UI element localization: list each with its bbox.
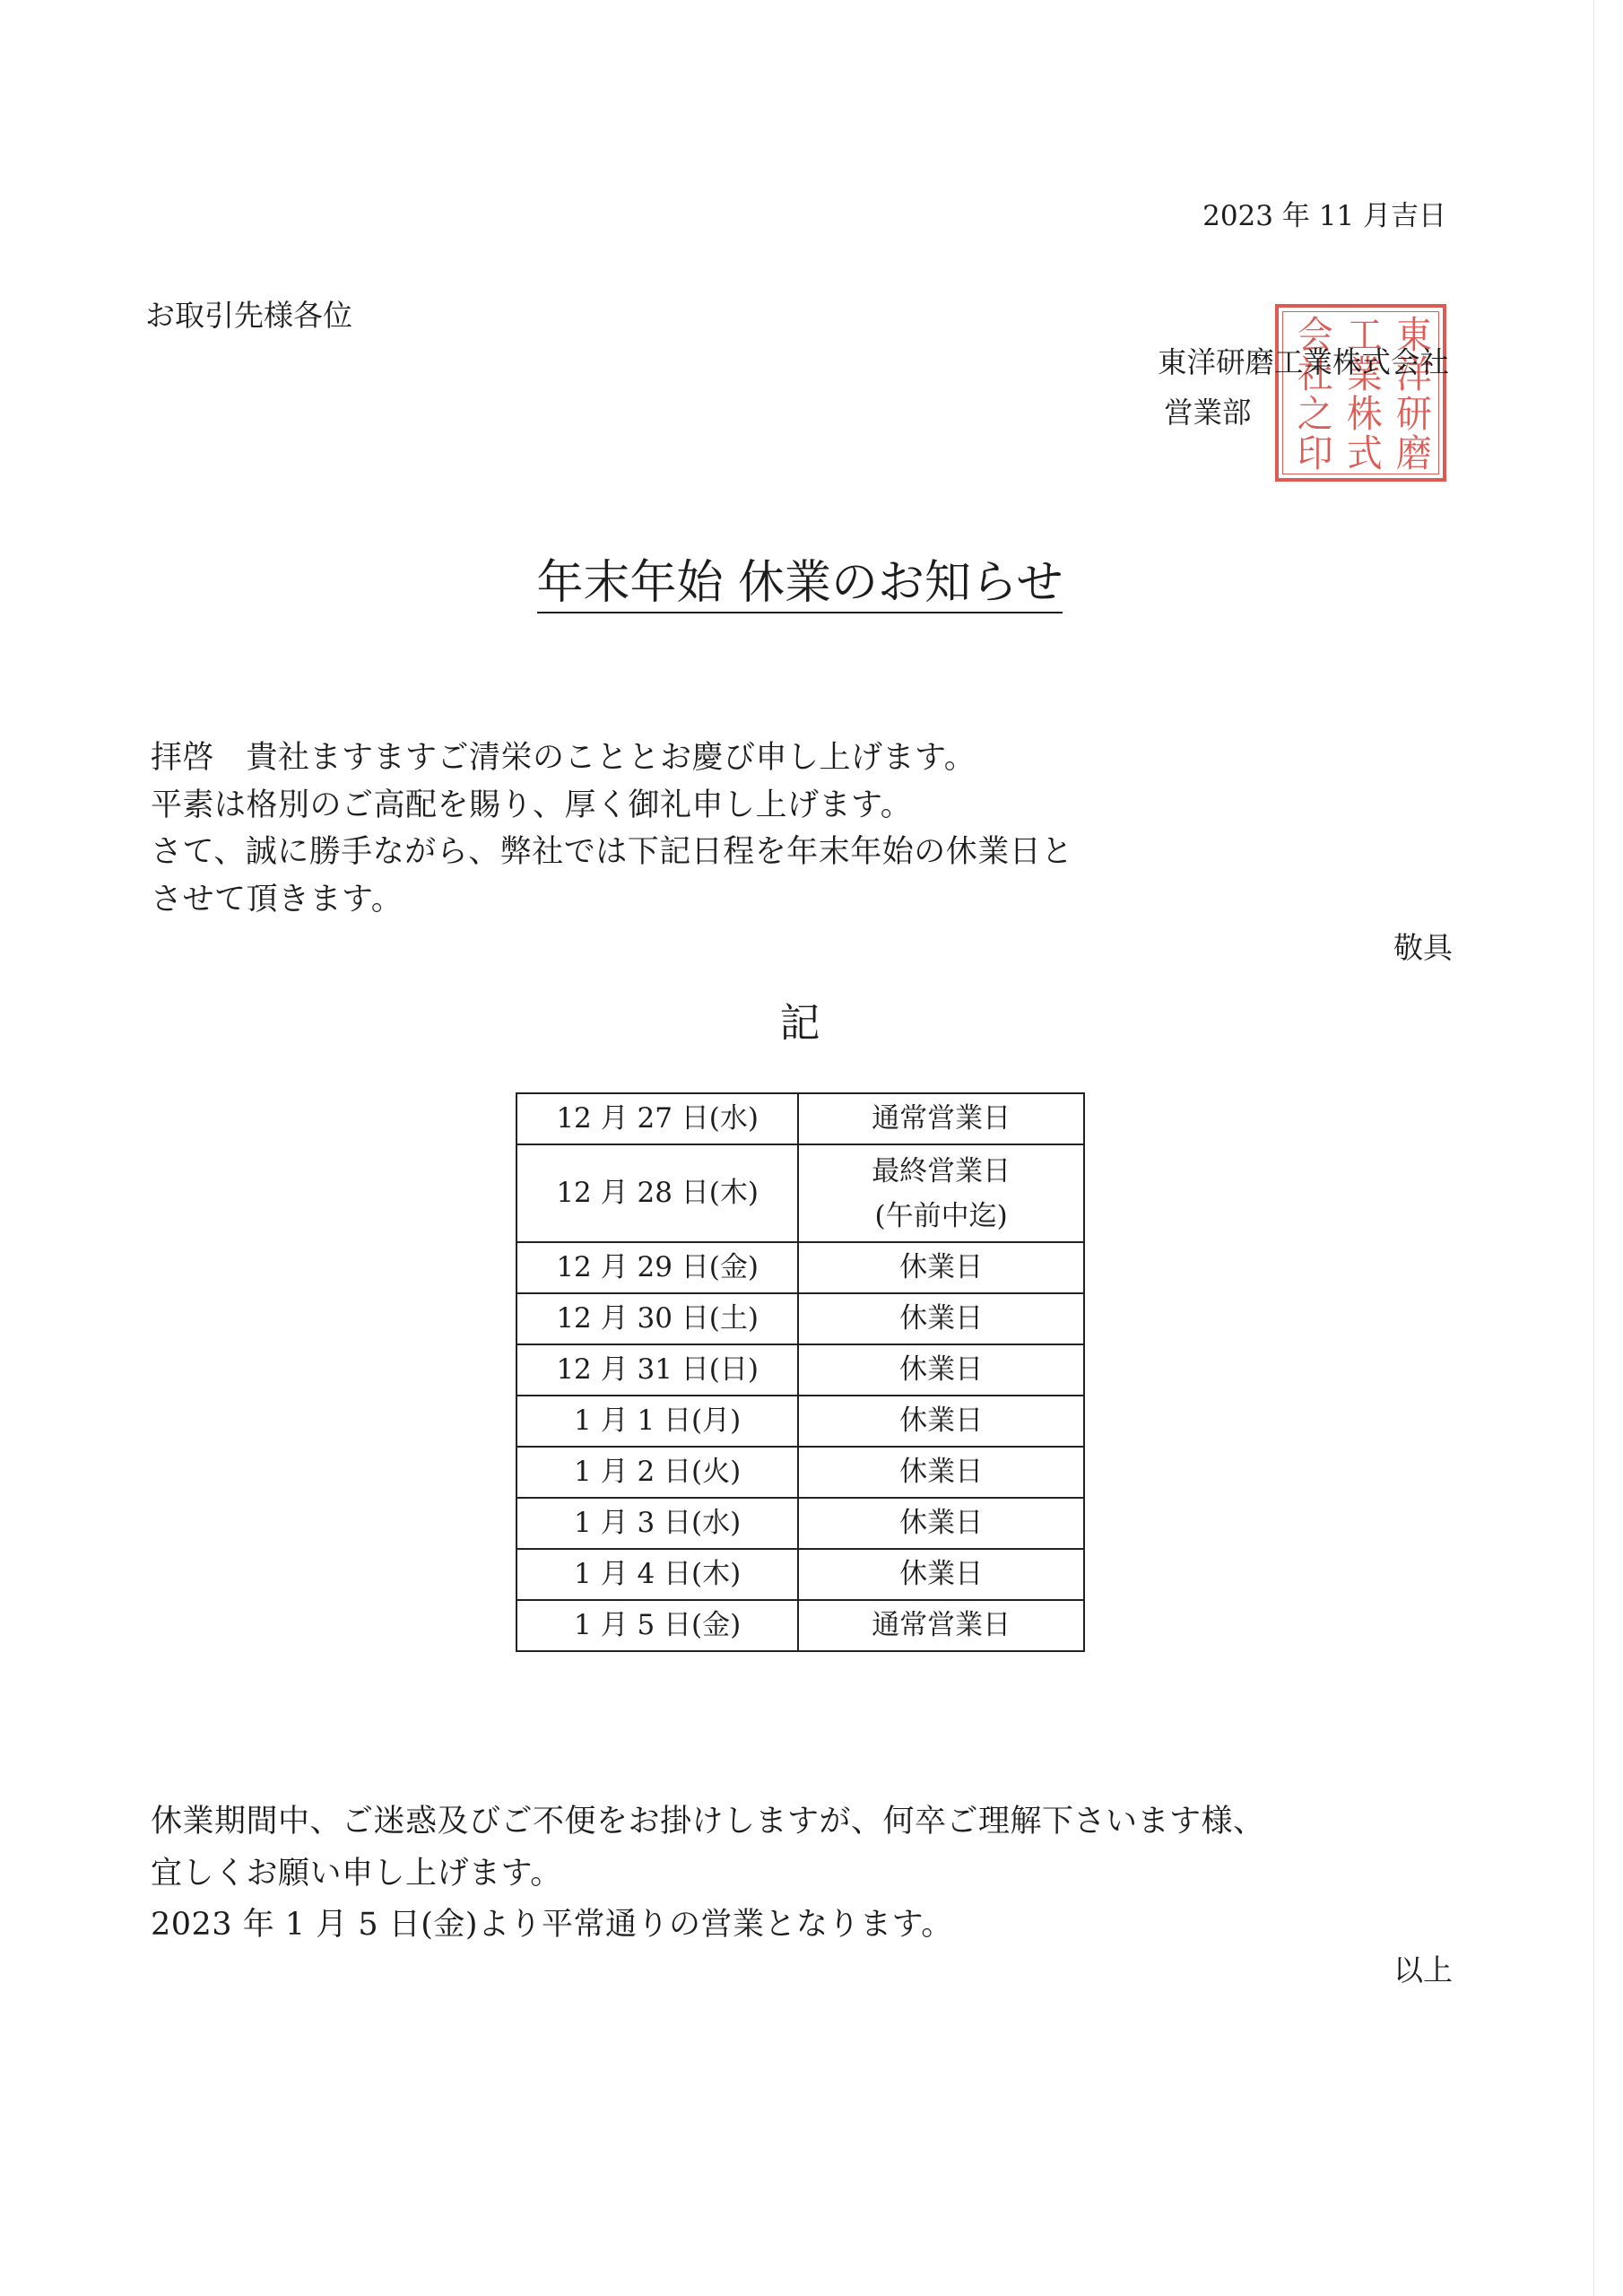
table-row — [516, 1144, 1084, 1242]
letter-date: 2023 年 11 月吉日 — [1202, 200, 1446, 232]
table-row — [516, 1447, 1084, 1498]
schedule-status: 休業日 — [798, 1396, 1084, 1447]
body-paragraph — [151, 735, 1073, 923]
closing-line: 2023 年 1 月 5 日(金)より平常通りの営業となります。 — [151, 1907, 953, 1943]
schedule-status: 通常営業日 — [798, 1600, 1084, 1651]
schedule-status: 通常営業日 — [798, 1093, 1084, 1144]
closing-line: 休業期間中、ご迷惑及びご不便をお掛けしますが、何卒ご理解下さいます様、 — [151, 1804, 1265, 1839]
sender-department: 営業部 — [1164, 396, 1252, 430]
body-line: 平素は格別のご高配を賜り、厚く御礼申し上げます。 — [151, 787, 913, 823]
seal-lettering: 東洋研磨工業株式会社之印 — [1292, 315, 1433, 473]
schedule-date: 1 月 5 日(金) — [516, 1600, 798, 1651]
schedule-status: 休業日 — [798, 1344, 1084, 1396]
schedule-status: 最終営業日 — [872, 1154, 1011, 1187]
schedule-status-note: (午前中迄) — [874, 1199, 1008, 1232]
schedule-date: 12 月 31 日(日) — [516, 1344, 798, 1396]
schedule-date: 12 月 28 日(木) — [516, 1144, 798, 1242]
closing-greeting: 敬具 — [1393, 930, 1453, 965]
schedule-date: 12 月 30 日(土) — [516, 1293, 798, 1344]
schedule-date: 1 月 3 日(水) — [516, 1498, 798, 1549]
company-seal-stamp — [1275, 304, 1446, 482]
schedule-date: 1 月 2 日(火) — [516, 1447, 798, 1498]
schedule-date: 1 月 1 日(月) — [516, 1396, 798, 1447]
sender-company: 東洋研磨工業株式会社 — [1157, 345, 1449, 379]
table-row — [516, 1600, 1084, 1651]
body-line: さて、誠に勝手ながら、弊社では下記日程を年末年始の休業日と — [151, 834, 1073, 870]
title-container — [0, 556, 1600, 613]
scan-edge-line — [1593, 0, 1594, 2296]
body-line: 拝啓 貴社ますますご清栄のこととお慶び申し上げます。 — [151, 740, 976, 776]
schedule-date: 12 月 29 日(金) — [516, 1242, 798, 1293]
table-row — [516, 1293, 1084, 1344]
ki-container — [0, 999, 1600, 1047]
closing-paragraph — [151, 1796, 1265, 1952]
schedule-status: 休業日 — [798, 1447, 1084, 1498]
closing-line: 宜しくお願い申し上げます。 — [151, 1855, 562, 1892]
recipient-line: お取引先様各位 — [145, 298, 352, 333]
table-row — [516, 1498, 1084, 1549]
table-row — [516, 1093, 1084, 1144]
table-row — [516, 1549, 1084, 1600]
holiday-schedule-table — [516, 1092, 1085, 1652]
table-row — [516, 1242, 1084, 1293]
ki-heading: 記 — [779, 999, 820, 1047]
schedule-status: 休業日 — [798, 1242, 1084, 1293]
schedule-date: 1 月 4 日(木) — [516, 1549, 798, 1600]
schedule-status: 休業日 — [798, 1549, 1084, 1600]
schedule-date: 12 月 27 日(水) — [516, 1093, 798, 1144]
schedule-status: 休業日 — [798, 1293, 1084, 1344]
table-row — [516, 1344, 1084, 1396]
schedule-status: 休業日 — [798, 1498, 1084, 1549]
end-mark: 以上 — [1393, 1952, 1453, 1987]
schedule-status-cell — [798, 1144, 1084, 1242]
body-line: させて頂きます。 — [151, 881, 404, 918]
document-title: 年末年始 休業のお知らせ — [537, 560, 1063, 613]
table-row — [516, 1396, 1084, 1447]
